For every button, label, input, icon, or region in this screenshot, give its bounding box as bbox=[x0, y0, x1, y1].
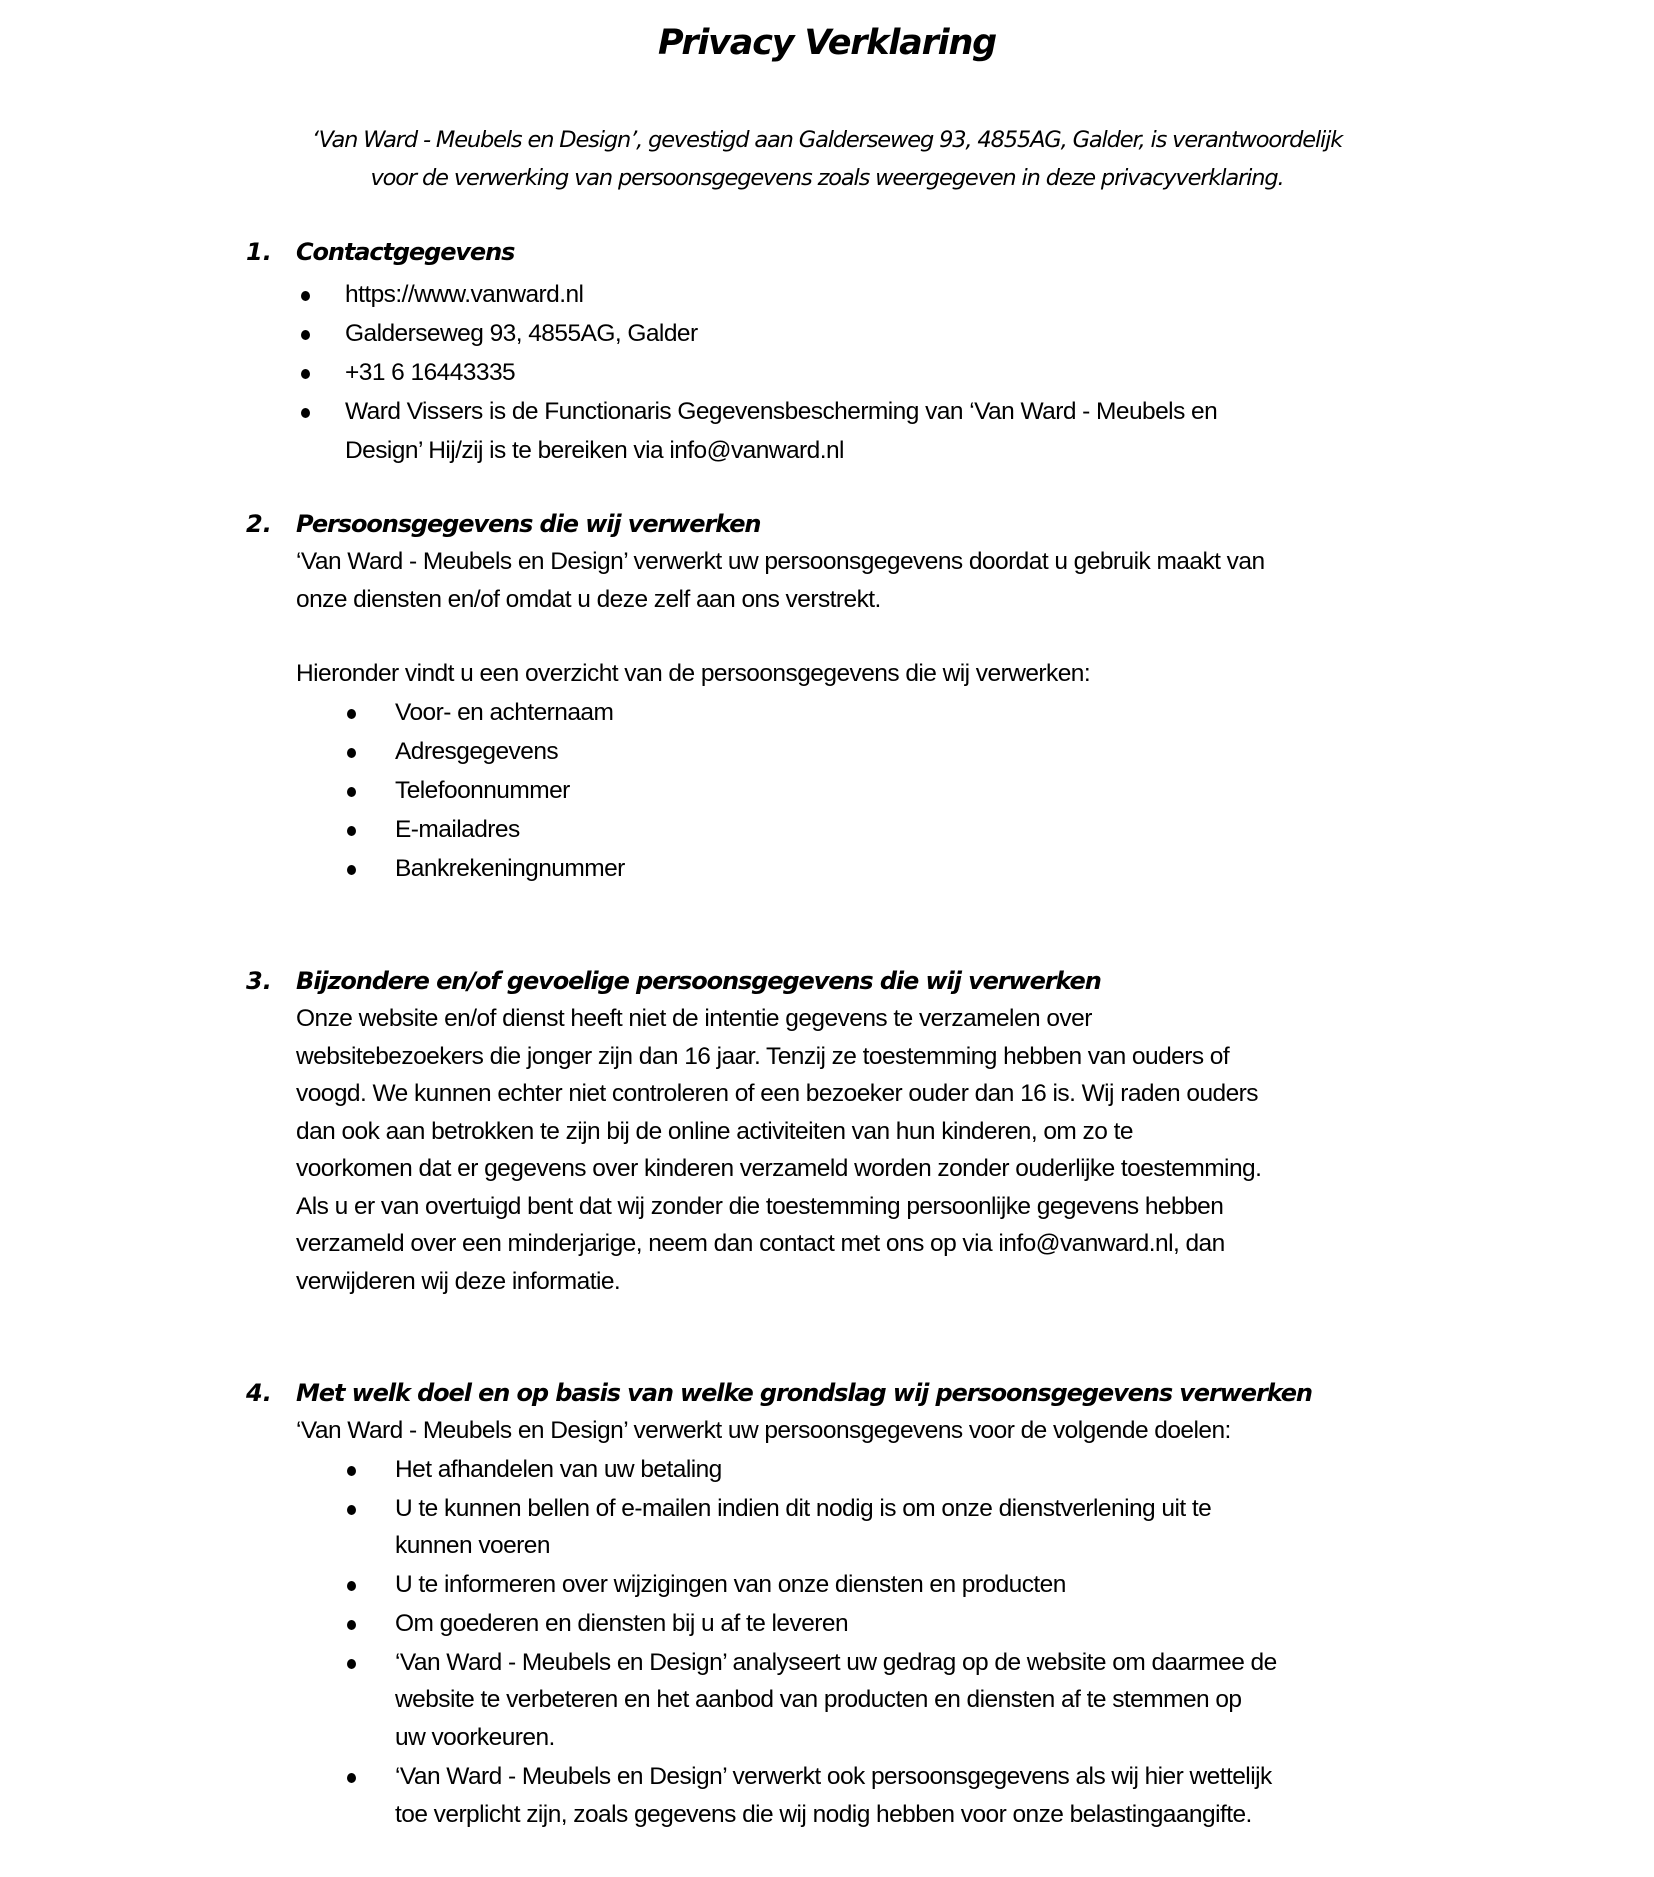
document-title: Privacy Verklaring bbox=[657, 23, 997, 63]
list-item: ‘Van Ward - Meubels en Design’ verwerkt ook persoonsgegevens als wij hier wettelijk bbox=[395, 1763, 1272, 1790]
list-item: Voor- en achternaam bbox=[395, 699, 614, 726]
section-number: 1. bbox=[246, 238, 272, 266]
list-item-continuation: toe verplicht zijn, zoals gegevens die wij nodig hebben voor onze belastingaangifte. bbox=[395, 1801, 1252, 1828]
paragraph-line: ‘Van Ward - Meubels en Design’ verwerkt uw persoonsgegevens doordat u gebruik maakt van bbox=[296, 548, 1265, 575]
bullet-icon bbox=[347, 1466, 356, 1476]
bullet-icon bbox=[301, 330, 310, 340]
bullet-icon bbox=[347, 865, 356, 875]
list-item-continuation: Design’ Hij/zij is te bereiken via info@vanward.nl bbox=[345, 437, 844, 464]
list-item: +31 6 16443335 bbox=[345, 359, 516, 386]
bullet-icon bbox=[347, 748, 356, 758]
bullet-icon bbox=[347, 787, 356, 797]
bullet-icon bbox=[347, 1505, 356, 1515]
section-heading: Bijzondere en/of gevoelige persoonsgegevens die wij verwerken bbox=[296, 967, 1101, 995]
list-item: U te kunnen bellen of e-mailen indien dit nodig is om onze dienstverlening uit te bbox=[395, 1495, 1212, 1522]
paragraph-line: verzameld over een minderjarige, neem dan contact met ons op via info@vanward.nl, dan bbox=[296, 1230, 1225, 1257]
paragraph-line: onze diensten en/of omdat u deze zelf aan ons verstrekt. bbox=[296, 586, 881, 613]
list-item-continuation: kunnen voeren bbox=[395, 1532, 550, 1559]
list-item: E-mailadres bbox=[395, 816, 520, 843]
list-item: Adresgegevens bbox=[395, 738, 559, 765]
paragraph-line: Als u er van overtuigd bent dat wij zonder die toestemming persoonlijke gegevens hebben bbox=[296, 1193, 1224, 1220]
list-item: ‘Van Ward - Meubels en Design’ analyseert uw gedrag op de website om daarmee de bbox=[395, 1649, 1277, 1676]
list-item: Ward Vissers is de Functionaris Gegevensbescherming van ‘Van Ward - Meubels en bbox=[345, 398, 1218, 425]
bullet-icon bbox=[301, 408, 310, 418]
section-number: 2. bbox=[246, 510, 272, 538]
section-heading: Contactgegevens bbox=[296, 238, 515, 266]
list-item: Telefoonnummer bbox=[395, 777, 570, 804]
paragraph-line: verwijderen wij deze informatie. bbox=[296, 1268, 621, 1295]
paragraph-line: websitebezoekers die jonger zijn dan 16 jaar. Tenzij ze toestemming hebben van ouders of bbox=[296, 1043, 1230, 1070]
intro-line: ‘Van Ward - Meubels en Design’, gevestigd aan Galderseweg 93, 4855AG, Galder, is verantwoordelijk bbox=[311, 127, 1343, 153]
bullet-icon bbox=[347, 1581, 356, 1591]
bullet-icon bbox=[347, 1773, 356, 1783]
section-heading: Met welk doel en op basis van welke grondslag wij persoonsgegevens verwerken bbox=[296, 1379, 1312, 1407]
section-number: 3. bbox=[246, 967, 272, 995]
list-item: Om goederen en diensten bij u af te leveren bbox=[395, 1610, 849, 1637]
bullet-icon bbox=[301, 369, 310, 379]
paragraph-line: Onze website en/of dienst heeft niet de intentie gegevens te verzamelen over bbox=[296, 1005, 1092, 1032]
list-intro: Hieronder vindt u een overzicht van de persoonsgegevens die wij verwerken: bbox=[296, 660, 1091, 687]
section-heading: Persoonsgegevens die wij verwerken bbox=[296, 510, 761, 538]
intro-line: voor de verwerking van persoonsgegevens zoals weergegeven in deze privacyverklaring. bbox=[370, 165, 1284, 191]
list-item-continuation: uw voorkeuren. bbox=[395, 1724, 555, 1751]
list-item: https://www.vanward.nl bbox=[345, 281, 584, 308]
bullet-icon bbox=[347, 709, 356, 719]
section-number: 4. bbox=[246, 1379, 272, 1407]
list-item: Galderseweg 93, 4855AG, Galder bbox=[345, 320, 698, 347]
paragraph-line: ‘Van Ward - Meubels en Design’ verwerkt uw persoonsgegevens voor de volgende doelen: bbox=[296, 1417, 1231, 1444]
bullet-icon bbox=[301, 291, 310, 301]
paragraph-line: dan ook aan betrokken te zijn bij de online activiteiten van hun kinderen, om zo te bbox=[296, 1118, 1133, 1145]
bullet-icon bbox=[347, 826, 356, 836]
list-item: Het afhandelen van uw betaling bbox=[395, 1456, 722, 1483]
paragraph-line: voorkomen dat er gegevens over kinderen verzameld worden zonder ouderlijke toestemming. bbox=[296, 1155, 1262, 1182]
paragraph-line: voogd. We kunnen echter niet controleren of een bezoeker ouder dan 16 is. Wij raden ouders bbox=[296, 1080, 1258, 1107]
list-item-continuation: website te verbeteren en het aanbod van producten en diensten af te stemmen op bbox=[395, 1686, 1242, 1713]
bullet-icon bbox=[347, 1659, 356, 1669]
bullet-icon bbox=[347, 1620, 356, 1630]
list-item: Bankrekeningnummer bbox=[395, 855, 625, 882]
list-item: U te informeren over wijzigingen van onze diensten en producten bbox=[395, 1571, 1066, 1598]
